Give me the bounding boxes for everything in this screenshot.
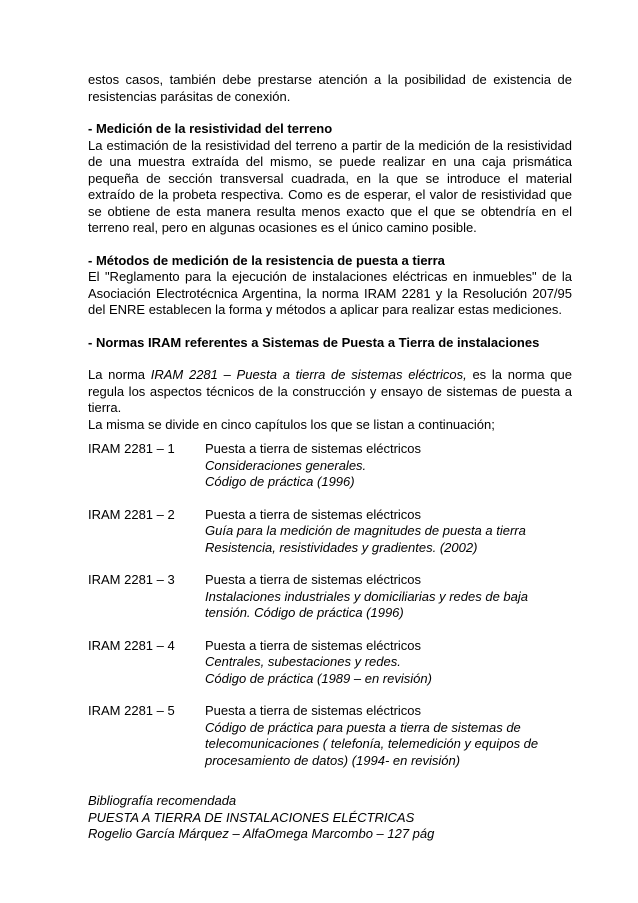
norm-detail: Consideraciones generales. bbox=[205, 457, 367, 473]
bibliography-label: Bibliografía recomendada bbox=[88, 793, 237, 808]
section-body-metodos: El "Reglamento para la ejecución de instalaciones eléctricas en inmuebles" de la Asociación Electrotécnica Argentina, la norma IRAM 2281 y la Resolución 207/95 del ENRE establecen la forma y métodos a aplicar para realizar estas mediciones. bbox=[88, 269, 572, 317]
section-heading-resistividad: - Medición de la resistividad del terreno bbox=[88, 121, 333, 136]
intro-paragraph: estos casos, también debe prestarse atención a la posibilidad de existencia de resistencias parásitas de conexión. bbox=[88, 72, 572, 104]
norm-item bbox=[88, 703, 572, 769]
norm-title: Puesta a tierra de sistemas eléctricos bbox=[205, 703, 422, 718]
norm-detail: Guía para la medición de magnitudes de puesta a tierra bbox=[205, 523, 526, 538]
norm-item bbox=[88, 441, 572, 491]
normas-intro-paragraph bbox=[88, 367, 572, 417]
normas-intro-line2: La misma se divide en cinco capítulos los que se listan a continuación; bbox=[88, 416, 495, 432]
bibliography-title: PUESTA A TIERRA DE INSTALACIONES ELÉCTRICAS bbox=[88, 809, 415, 825]
norm-detail: Resistencia, resistividades y gradientes. (2002) bbox=[205, 539, 478, 555]
norm-code: IRAM 2281 – 1 bbox=[88, 441, 175, 456]
norm-title: Puesta a tierra de sistemas eléctricos bbox=[205, 506, 422, 522]
spacer bbox=[88, 105, 572, 121]
norm-detail: Instalaciones industriales y domiciliarias y redes de baja bbox=[205, 588, 528, 604]
section-body-resistividad: La estimación de la resistividad del terreno a partir de la medición de la resistividad de una muestra extraída del mismo, se puede realizar en una caja prismática pequeña de sección transversal cuadrada, en la que se introduce el material extraído de la probeta respectiva. Como es de esperar, el valor de resistividad que se obtiene de esta manera resulta menos exacto que el que se obtendría en el terreno real, pero en algunas ocasiones es el único camino posible. bbox=[88, 137, 572, 235]
norms-list bbox=[88, 441, 572, 769]
document-page bbox=[88, 72, 572, 843]
spacer bbox=[88, 785, 572, 793]
spacer bbox=[88, 319, 572, 335]
spacer bbox=[88, 433, 572, 441]
norm-detail: telecomunicaciones ( telefonía, telemedición y equipos de bbox=[205, 736, 539, 751]
section-heading-normas: - Normas IRAM referentes a Sistemas de Puesta a Tierra de instalaciones bbox=[88, 334, 540, 350]
norm-code: IRAM 2281 – 2 bbox=[88, 506, 175, 522]
norm-code: IRAM 2281 – 4 bbox=[88, 637, 175, 653]
norm-title: Puesta a tierra de sistemas eléctricos bbox=[205, 637, 422, 653]
norm-detail: Código de práctica (1996) bbox=[205, 474, 355, 489]
normas-intro-prefix: La norma bbox=[88, 367, 151, 382]
section-heading-metodos: - Métodos de medición de la resistencia de puesta a tierra bbox=[88, 252, 445, 268]
norm-detail: Código de práctica (1989 – en revisión) bbox=[205, 670, 432, 686]
bibliography-author: Rogelio García Márquez – AlfaOmega Marcombo – 127 pág bbox=[88, 826, 435, 841]
norm-description bbox=[205, 572, 572, 622]
norm-code: IRAM 2281 – 5 bbox=[88, 703, 175, 718]
norm-description bbox=[205, 703, 572, 769]
norm-description bbox=[205, 507, 572, 557]
bibliography bbox=[88, 793, 572, 843]
normas-intro-italic: IRAM 2281 – Puesta a tierra de sistemas eléctricos, bbox=[150, 367, 467, 382]
spacer bbox=[88, 237, 572, 253]
norm-description bbox=[205, 441, 572, 491]
norm-detail: Código de práctica para puesta a tierra de sistemas de bbox=[205, 719, 521, 735]
norm-detail: Centrales, subestaciones y redes. bbox=[205, 654, 401, 669]
norm-description bbox=[205, 638, 572, 688]
norm-title: Puesta a tierra de sistemas eléctricos bbox=[205, 572, 422, 587]
norm-item bbox=[88, 507, 572, 557]
normas-intro-suffix: es la norma que regula los aspectos técnicos de la construcción y ensayo de sistemas de puesta a tierra. bbox=[88, 367, 572, 415]
norm-detail: tensión. Código de práctica (1996) bbox=[205, 605, 404, 620]
norm-detail: procesamiento de datos) (1994- en revisión) bbox=[205, 752, 461, 768]
norm-item bbox=[88, 572, 572, 622]
norm-title: Puesta a tierra de sistemas eléctricos bbox=[205, 441, 422, 456]
spacer bbox=[88, 351, 572, 367]
norm-code: IRAM 2281 – 3 bbox=[88, 572, 175, 587]
norm-item bbox=[88, 638, 572, 688]
